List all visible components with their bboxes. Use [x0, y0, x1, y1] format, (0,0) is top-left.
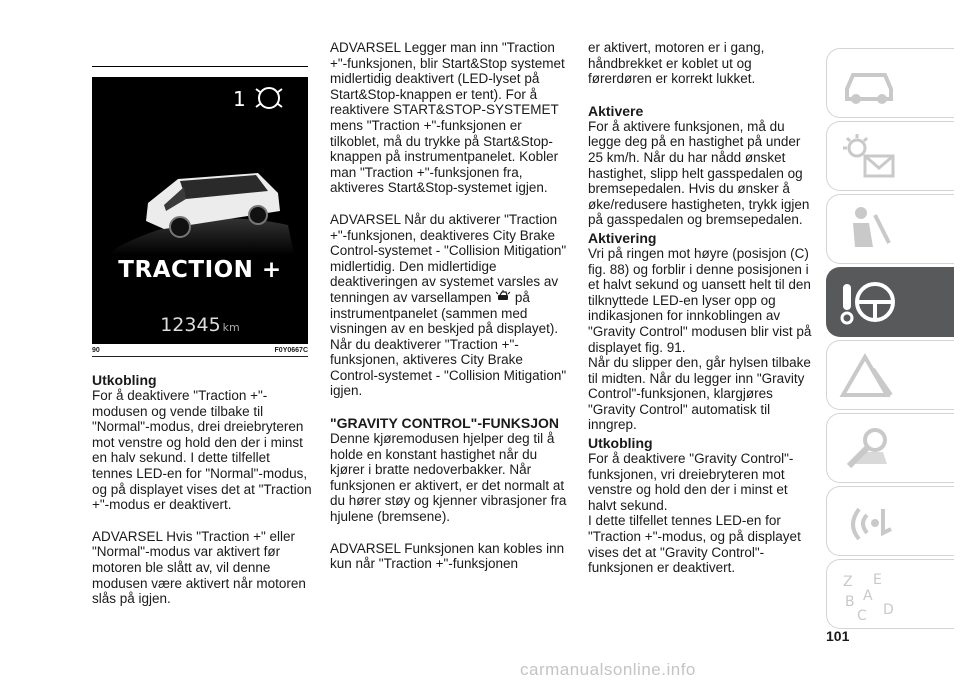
top-rule [92, 66, 308, 67]
warning-paragraph: ADVARSEL Funksjonen kan kobles inn kun når "Traction +"-funksjonen [330, 540, 565, 572]
car-image [108, 165, 294, 255]
paragraph: For å deaktivere "Gravity Control"-funksjonen, vri dreiebryteren mot venstre og hold den der i minst et halvt sekund. [588, 451, 794, 513]
svg-text:A: A [863, 588, 873, 604]
paragraph-text: ADVARSEL Når du aktiverer "Traction +"-funksjonen, deaktiveres City Brake Control-systemet - "Collision Mitigation" midlertidig. Den midlertidige deaktiveringen av systemet varsles av tenningen av varsellampen [330, 211, 567, 305]
alphabet-index-icon [839, 568, 899, 622]
page-number: 101 [826, 628, 850, 644]
hill-descent-icon [254, 83, 284, 113]
paragraph: For å deaktivere "Traction +"-modusen og vende tilbake til "Normal"-modus, drei dreiebryteren mot venstre og hold den der i minst en halv sekund. I dette tilfellet tennes LED-en for "Normal"-modus, og på displayet vises det at "Traction +"-modus er deaktivert. [92, 388, 312, 513]
gear-number: 1 [233, 87, 246, 111]
svg-text:B: B [845, 594, 855, 610]
airbag-icon [839, 203, 899, 257]
odometer-value: 12345 [160, 314, 221, 336]
paragraph: Når du slipper den, går hylsen tilbake til midten. Når du legger inn "Gravity Control"-funksjonen, klargjøres "Gravity Control" automatisk til inngrep. [588, 355, 811, 433]
figure-number: 90 [92, 347, 100, 354]
steering-wheel-key-icon [839, 276, 899, 330]
paragraph: Denne kjøremodusen hjelper deg til å holde en konstant hastighet når du kjører i bratte nedoverbakker. Når funksjonen er aktivert, er det normalt at du hører støy og kjenner vibrasjoner fra hjulene (bremsene). [330, 431, 567, 525]
multimedia-icon [839, 495, 899, 549]
tab-starting-driving[interactable] [826, 267, 954, 337]
svg-text:D: D [883, 602, 894, 618]
dashboard-figure [92, 77, 308, 344]
collision-warning-icon [495, 290, 511, 303]
paragraph: er aktivert, motoren er i gang, håndbrekket er koblet ut og førerdøren er korrekt lukket. [588, 40, 765, 87]
column-3 [588, 40, 818, 592]
column-1 [92, 372, 312, 623]
road-warning-icon [839, 349, 899, 403]
car-icon [839, 57, 899, 111]
column-2 [330, 40, 570, 588]
svg-text:E: E [873, 572, 882, 588]
heading-utkobling: Utkobling [588, 435, 653, 452]
chapter-tabs [826, 48, 956, 632]
tab-multimedia[interactable] [826, 486, 954, 556]
svg-text:C: C [857, 608, 867, 622]
watermark: carmanualsonline.info [520, 660, 696, 679]
wrench-car-icon [839, 422, 899, 476]
tab-warning-lights[interactable] [826, 121, 954, 191]
paragraph: I dette tilfellet tennes LED-en for "Traction +"-modus, og på displayet vises det at "Gravity Control"-funksjonen er deaktivert. [588, 513, 801, 576]
paragraph: Vri på ringen mot høyre (posisjon (C) fig. 88) og forblir i denne posisjonen i et halvt sekund og uansett helt til den tilknyttede LED-en lyser opp og indikasjonen for innkoblingen av "Gravity Control" modusen blir vist på displayet fig. 91. [588, 245, 812, 355]
warning-lights-icon [839, 130, 899, 184]
drive-mode-label: TRACTION + [118, 257, 282, 283]
warning-paragraph: ADVARSEL Legger man inn "Traction +"-funksjonen, blir Start&Stop systemet midlertidig deaktivert (LED-lyset på Start&Stop-knappen er tent). For å reaktivere START&STOP-SYSTEMET mens "Traction +"-funksjonen er tilkoblet, må du trykke på Start&Stop-knappen på instrumentpanelet. Kobler man "Traction +"-funksjonen fra, aktiveres Start&Stop-systemet igjen. [330, 40, 565, 196]
figure-code: F0Y0667C [274, 347, 308, 354]
svg-text:Z: Z [843, 574, 853, 590]
warning-paragraph: ADVARSEL Hvis "Traction +" eller "Normal"-modus var aktivert før motoren ble slått av, vil denne modusen være aktivert når motoren slås på igjen. [92, 528, 306, 607]
paragraph: For å aktivere funksjonen, må du legge deg på en hastighet på under 25 km/h. Når du har nådd ønsket hastighet, slipp helt gasspedalen og bremsepedalen. Hvis du ønsker å øke/redusere hastigheten, trykk igjen på gasspedalen og bremsepedalen. [588, 118, 810, 228]
tab-emergency[interactable] [826, 340, 954, 410]
tab-index[interactable] [826, 559, 954, 629]
caption-rule [92, 356, 308, 357]
tab-safety[interactable] [826, 194, 954, 264]
heading-aktivere: Aktivere [588, 102, 644, 119]
warning-paragraph-with-icon [330, 212, 570, 399]
heading-utkobling: Utkobling [92, 372, 157, 388]
tab-maintenance[interactable] [826, 413, 954, 483]
tab-car[interactable] [826, 48, 954, 118]
paragraph-text: på instrumentpanelet (sammen med visningen av en beskjed på displayet). Når du deaktiverer "Traction +"-funksjonen, aktiveres City Brake Control-systemet - "Collision Mitigation" igjen. [330, 289, 567, 399]
odometer [92, 314, 308, 336]
heading-gravity-control: "GRAVITY CONTROL"-FUNKSJON [330, 415, 559, 432]
odometer-unit: km [222, 321, 240, 334]
heading-aktivering: Aktivering [588, 229, 657, 246]
